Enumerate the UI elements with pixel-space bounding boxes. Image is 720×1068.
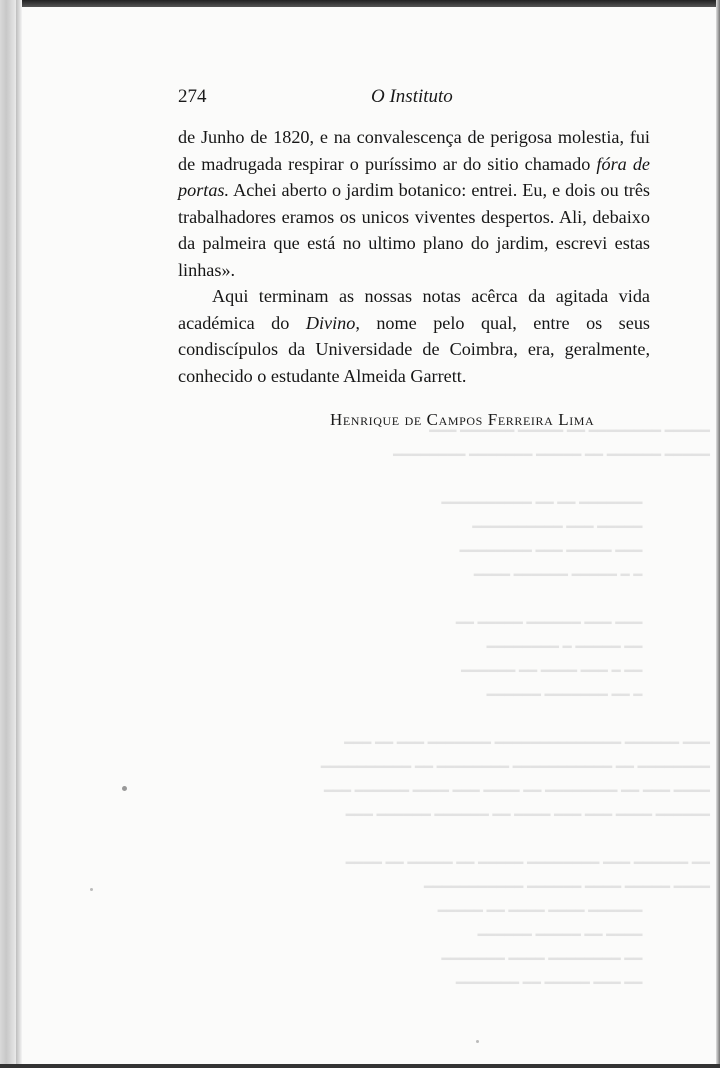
paragraph-2 xyxy=(178,283,650,389)
paragraph-1 xyxy=(178,124,650,283)
page-number: 274 xyxy=(178,86,207,107)
scan-speck xyxy=(90,888,93,891)
scan-edge-bottom xyxy=(0,1064,720,1068)
body-text xyxy=(178,124,650,389)
running-title: O Instituto xyxy=(371,86,453,107)
paragraph-1-text-a: de Junho de 1820, e na convalescença de perigosa molestia, fui de madrugada respirar o puríssimo ar do sitio chamado xyxy=(178,127,650,174)
scan-speck xyxy=(476,1040,479,1043)
page-header xyxy=(178,86,638,112)
scan-edge-left xyxy=(0,0,17,1068)
paragraph-2-emphasis: Divino, xyxy=(305,312,360,333)
paragraph-1-text-b: Achei aberto o jardim botanico: entrei. Eu, e dois ou três trabalhadores eramos os unicos viventes despertos. Ali, debaixo da palmeira que está no ultimo plano do jardim, escrevi estas linhas». xyxy=(178,180,650,280)
scan-speck xyxy=(122,786,127,791)
scan-edge-right xyxy=(716,0,720,1068)
paragraph-2-text-b: nome pelo qual, entre os seus condiscípulos da Universidade de Coimbra, era, geralmente, conhecido o estudante Almeida Garrett. xyxy=(178,312,651,386)
bleed-through-texture: ━━━━━ ━━━━━━━━ ━━ ━━━━━ ━━━━━━ ━━━ ━━━━━ ━━━━━━ ━━ ━━━━━ ━━━━━━━ ━━━━━━━━ ━━━━━━━ ━━ ━━ ━━━━━━━━━━ ━━━━━ ━━━ ━━━━━━━━━━ ━━━ ━━━━━ ━━━ ━━━━━━━━ ━ ━ ━━━━━ ━━━━━━ ━━━━ ━━━ ━━━ ━━━━━━ ━━━━━ ━━ ━━ ━━━━━ ━ ━━━━━━━━ ━━ ━ ━━━ ━━━━ ━━ ━━━━━━ ━ ━━ ━━━━━━━ ━━━━━━ ━━━ ━━━━━━ ━━━━━━━━━━━━━━ ━━━━━━━ ━━━ ━━ ━━━ ━━━━━━━━ ━━ ━━━━━━━━━━━ ━━━━━━━━ ━━ ━━━━━━━━━━ ━━━━ ━━━ ━━ ━━━━━━━━ ━━ ━━━━ ━━━ ━━━━ ━━━━━━ ━━━ ━━━━━━ ━━━━ ━━━ ━━━ ━━━━ ━━ ━━━━━━ ━━━━━━ ━━━ ━━ ━━━━━━ ━━━ ━━━━━━━━ ━━━━━ ━━ ━━━━━ ━━ ━━━━ ━━━━ ━━━━━ ━━━━ ━━━━━━ ━━━━━━━━━━━ ━━━━━━ ━━━━ ━━━━ ━━ ━━━━━ ━━━━ ━━ ━━━━━ ━━━━━━ ━━ ━━━━━━━━ ━━━━ ━━━━━━━ ━━ ━━━ ━━━━━ ━━ ━━━━━━━ xyxy=(320,424,710,992)
page-gutter-shadow xyxy=(16,0,22,1068)
paragraph-2-text-a: Aqui terminam as nossas notas acêrca da agitada vida académica do xyxy=(178,286,650,333)
scan-edge-top xyxy=(0,0,720,7)
author-signature: Henrique de Campos Ferreira Lima xyxy=(330,410,595,429)
paragraph-1-emphasis: fóra de portas. xyxy=(178,153,650,200)
